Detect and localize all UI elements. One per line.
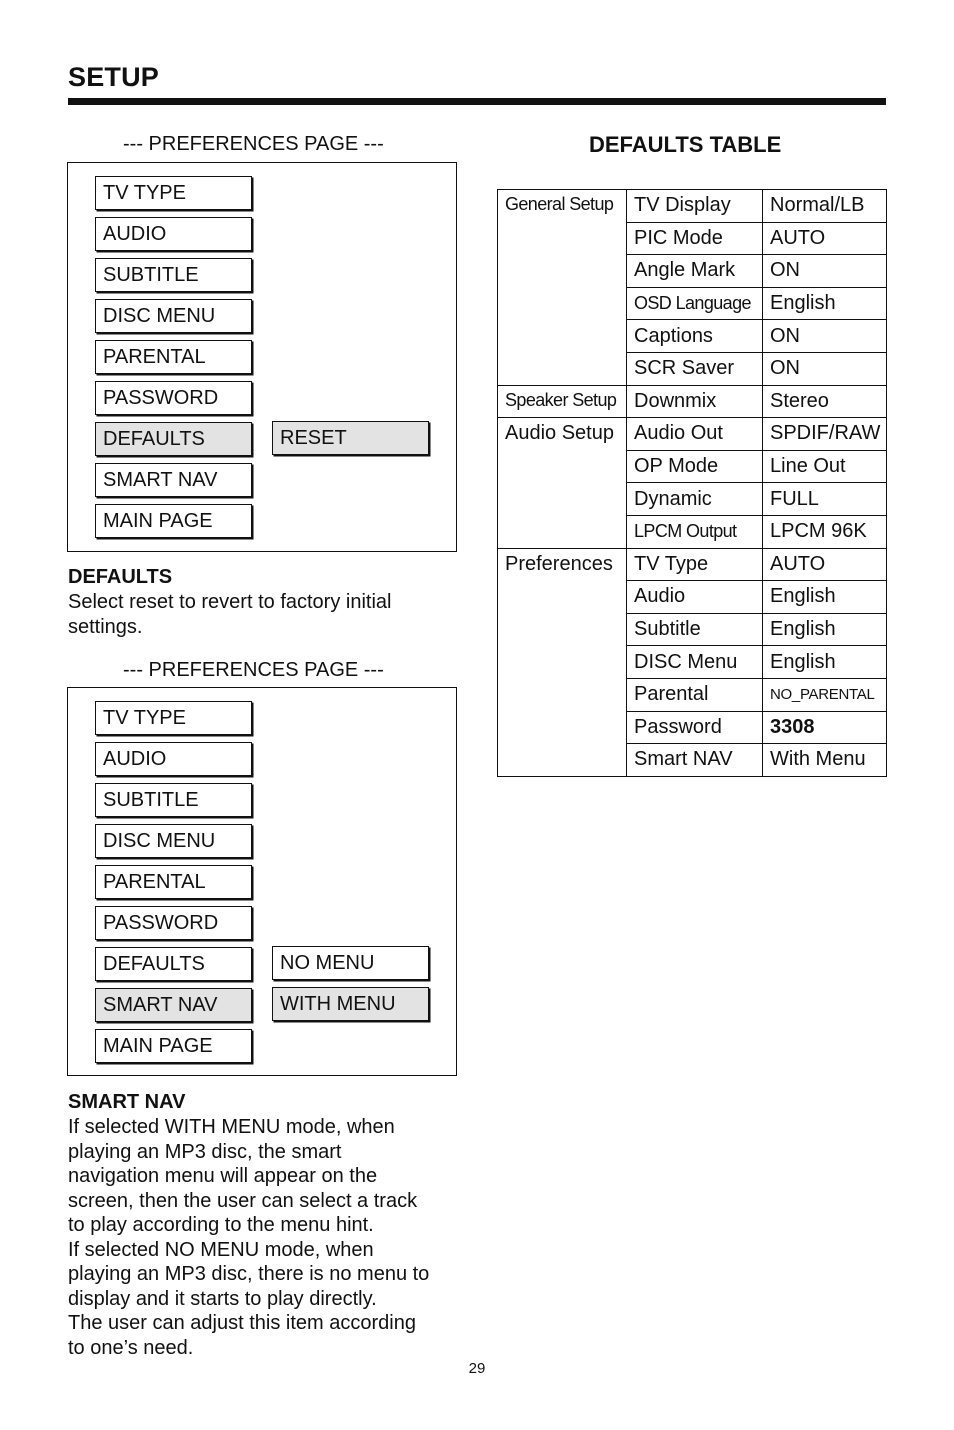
table-row — [498, 190, 887, 223]
text-line: to play according to the menu hint. — [68, 1214, 374, 1236]
setting-name-cell: Parental — [627, 678, 763, 711]
defaults-table-title: DEFAULTS TABLE — [589, 132, 782, 157]
setting-name-cell: PIC Mode — [627, 222, 763, 255]
page-number: 29 — [468, 1360, 486, 1377]
text-line: The user can adjust this item according — [68, 1312, 416, 1334]
menu-item-main-page[interactable]: MAIN PAGE — [95, 504, 252, 538]
setting-value-cell: AUTO — [763, 222, 887, 255]
setting-value-cell: LPCM 96K — [763, 515, 887, 548]
setting-name-cell: Smart NAV — [627, 744, 763, 777]
setting-value-cell: English — [763, 613, 887, 646]
setting-name-cell: Captions — [627, 320, 763, 353]
text-line: playing an MP3 disc, there is no menu to — [68, 1263, 430, 1285]
text-line: settings. — [68, 615, 143, 638]
page-title: SETUP — [68, 62, 160, 92]
defaults-heading: DEFAULTS — [68, 566, 173, 588]
group-cell: General Setup — [498, 190, 627, 386]
setting-value-cell: Stereo — [763, 385, 887, 418]
text-line: Select reset to revert to factory initial — [68, 591, 392, 613]
table-row — [498, 548, 887, 581]
text-line: display and it starts to play directly. — [68, 1287, 377, 1310]
text-line: to one’s need. — [68, 1336, 194, 1359]
setting-value-cell: English — [763, 287, 887, 320]
setting-name-cell: Audio — [627, 581, 763, 614]
panel1-caption: --- PREFERENCES PAGE --- — [123, 133, 384, 155]
setting-name-cell: Angle Mark — [627, 255, 763, 288]
menu-item-defaults[interactable]: DEFAULTS — [95, 947, 252, 981]
menu-item-audio[interactable]: AUDIO — [95, 742, 252, 776]
panel2-caption: --- PREFERENCES PAGE --- — [123, 659, 384, 681]
text-line: If selected WITH MENU mode, when — [68, 1116, 395, 1138]
setting-value-cell: 3308 — [763, 711, 887, 744]
preferences-menu-defaults — [67, 162, 457, 552]
setting-name-cell: Downmix — [627, 385, 763, 418]
menu-item-password[interactable]: PASSWORD — [95, 906, 252, 940]
text-line: playing an MP3 disc, the smart — [68, 1140, 342, 1163]
setting-value-cell: ON — [763, 320, 887, 353]
menu-item-password[interactable]: PASSWORD — [95, 381, 252, 415]
text-line: If selected NO MENU mode, when — [68, 1238, 374, 1261]
setting-name-cell: LPCM Output — [627, 515, 763, 548]
setting-value-cell: ON — [763, 255, 887, 288]
with-menu-option[interactable]: WITH MENU — [272, 987, 429, 1021]
menu-item-subtitle[interactable]: SUBTITLE — [95, 258, 252, 292]
menu-item-tv-type[interactable]: TV TYPE — [95, 701, 252, 735]
setting-name-cell: OSD Language — [627, 287, 763, 320]
setting-value-cell: SPDIF/RAW — [763, 418, 887, 451]
setting-value-cell: NO_PARENTAL — [763, 678, 887, 711]
setting-name-cell: Password — [627, 711, 763, 744]
setting-name-cell: Audio Out — [627, 418, 763, 451]
menu-item-smart-nav[interactable]: SMART NAV — [95, 463, 252, 497]
setting-name-cell: OP Mode — [627, 450, 763, 483]
group-cell: Preferences — [498, 548, 627, 776]
setting-name-cell: TV Display — [627, 190, 763, 223]
defaults-table — [497, 189, 887, 777]
setting-value-cell: Line Out — [763, 450, 887, 483]
smart-nav-heading: SMART NAV — [68, 1091, 186, 1113]
setting-name-cell: Dynamic — [627, 483, 763, 516]
setting-value-cell: English — [763, 581, 887, 614]
setting-value-cell: With Menu — [763, 744, 887, 777]
menu-item-parental[interactable]: PARENTAL — [95, 865, 252, 899]
menu-item-subtitle[interactable]: SUBTITLE — [95, 783, 252, 817]
defaults-description — [68, 590, 391, 639]
table-row — [498, 418, 887, 451]
menu-item-audio[interactable]: AUDIO — [95, 217, 252, 251]
setting-name-cell: Subtitle — [627, 613, 763, 646]
setting-value-cell: AUTO — [763, 548, 887, 581]
setting-value-cell: ON — [763, 352, 887, 385]
no-menu-option[interactable]: NO MENU — [272, 946, 429, 980]
menu-item-smart-nav[interactable]: SMART NAV — [95, 988, 252, 1022]
smart-nav-description — [68, 1115, 429, 1360]
menu-item-disc-menu[interactable]: DISC MENU — [95, 824, 252, 858]
setting-name-cell: DISC Menu — [627, 646, 763, 679]
text-line: screen, then the user can select a track — [68, 1189, 418, 1212]
menu-item-main-page[interactable]: MAIN PAGE — [95, 1029, 252, 1063]
reset-option[interactable]: RESET — [272, 421, 429, 455]
setting-value-cell: FULL — [763, 483, 887, 516]
menu-item-disc-menu[interactable]: DISC MENU — [95, 299, 252, 333]
title-rule — [68, 98, 886, 105]
menu-item-parental[interactable]: PARENTAL — [95, 340, 252, 374]
setting-value-cell: English — [763, 646, 887, 679]
menu-item-defaults[interactable]: DEFAULTS — [95, 422, 252, 456]
setting-name-cell: SCR Saver — [627, 352, 763, 385]
menu-item-tv-type[interactable]: TV TYPE — [95, 176, 252, 210]
table-row — [498, 385, 887, 418]
text-line: navigation menu will appear on the — [68, 1165, 378, 1187]
group-cell: Audio Setup — [498, 418, 627, 548]
group-cell: Speaker Setup — [498, 385, 627, 418]
setting-name-cell: TV Type — [627, 548, 763, 581]
setting-value-cell: Normal/LB — [763, 190, 887, 223]
preferences-menu-smart-nav — [67, 687, 457, 1076]
